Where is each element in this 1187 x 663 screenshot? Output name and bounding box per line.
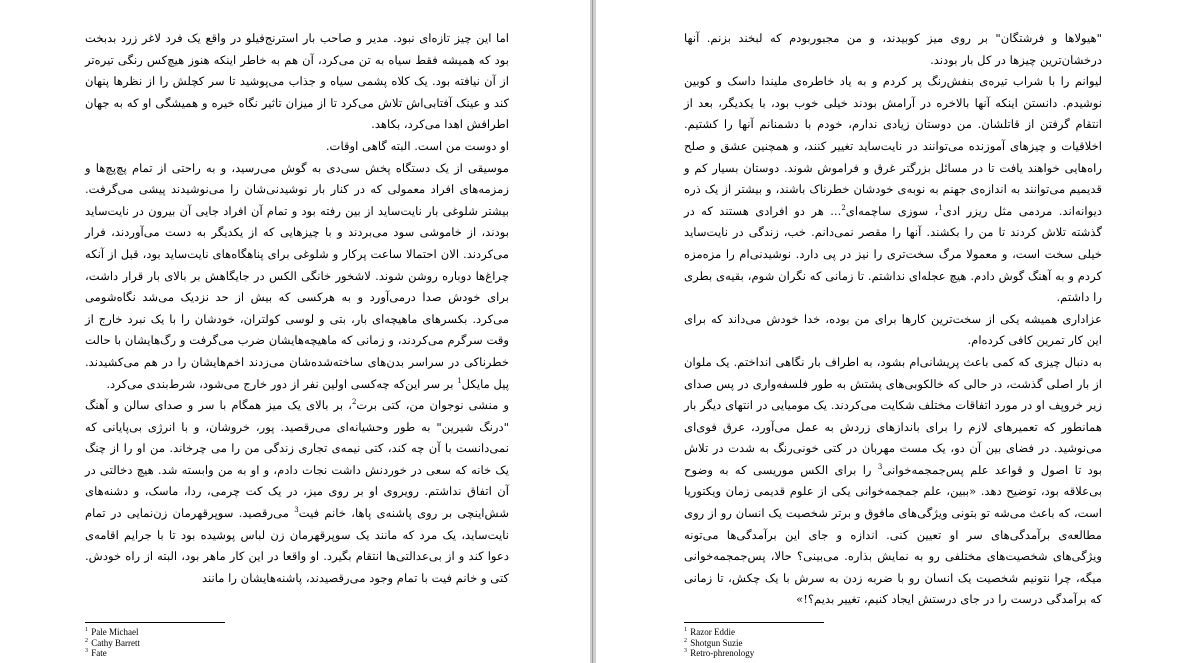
left-page: [0, 0, 590, 663]
footnote-text: Cathy Barrett: [91, 637, 140, 648]
left-footnotes: [85, 627, 140, 659]
right-paragraph-4: [684, 352, 1102, 611]
right-paragraph-2-end: ... هر دو افرادی هستند که در گذشته تلاش کردند تا من را بکشند. آنها را مقصر نمی‌دانم. خب، زندگی در نایت‌ساید خیلی سخت است، و معمولا مرگ سخت‌تری را نیز در پی دارد. نوشیدنی‌ام را مزه‌مزه کردم و به آهنگ گوش دادم. هیچ عجله‌ای نداشتم. تا زمانی که نگران شوم، بقیه‌ی بطری را داشتم.: [684, 203, 1102, 305]
right-paragraph-2: [684, 71, 1102, 309]
footnote-number: 2: [684, 637, 687, 644]
footnote-mark: 3: [294, 506, 299, 515]
footnote-divider: [684, 622, 824, 623]
footnote-text: Fate: [91, 648, 107, 658]
footnote-1: [85, 627, 140, 638]
footnote-text: Retro-phrenology: [690, 648, 755, 658]
footnote-mark: 1: [938, 203, 943, 212]
right-paragraph-2-text: لیوانم را با شراب تیره‌ی بنفش‌رنگ پر کردم و به یاد خاطره‌ی ملیندا داسک و کوبین نوشیدم. دانستن اینکه آنها بالاخره در آرامش بودند خیلی خوب بود، با یکدیگر، بعد از انتقام گرفتن از قاتلشان. من دوستان زیادی ندارم، خودم با دشمنانم آنها را کشتیم. اخلاقیات و چیزهای آموزنده می‌توانند در نایت‌ساید تغییر کنند، و همچنین عشق و صلح راه‌هایی خواهند یافت تا در مسائل بزرگتر غرق و فراموش شوند. دوستان بسیار کم و قدیمیم می‌توانند به اندازه‌ی جهنم به نوبه‌ی خودشان خطرناک باشند، و بیشتر از یک ذره دیوانه‌اند. مردمی مثل ریزر ادی: [684, 74, 1102, 218]
left-paragraph-4: [85, 395, 509, 589]
left-paragraph-4-end: می‌رقصید. سوپرقهرمان زن‌نمایی در تمام نایت‌ساید، یک مرد که مانند یک سوپرقهرمان زن لباس پوشیده بود تا با جرایم اقامه‌ی دعوا کند و از بی‌عدالتی‌ها انتقام بگیرد. او واقعا در این کار ماهر بود، البته از راه خودش. کتی و خانم فیت با تمام وجود می‌رقصیدند، پاشنه‌هایشان را مانند: [85, 506, 509, 585]
right-paragraph-1: "هیولاها و فرشتگان" بر روی میز کوبیدند، و من مجبوربودم که لبخند بزنم. آنها درخشان‌ترین چیزها در کل بار بودند.: [684, 31, 1102, 67]
footnote-mark: 2: [841, 203, 846, 212]
left-paragraph-3-cont: بر سر این‌که چه‌کسی اولین نفر از دور خارج می‌شود، شرط‌بندی می‌کرد.: [106, 376, 458, 391]
footnote-mark: 1: [457, 376, 462, 385]
footnote-3: [85, 648, 140, 659]
right-paragraph-2-cont: ، سوزی ساچمه‌ای: [845, 203, 939, 218]
footnote-text: Pale Michael: [91, 627, 139, 637]
footnote-divider: [85, 622, 225, 623]
footnote-number: 2: [85, 637, 88, 644]
right-page: [596, 0, 1187, 663]
footnote-2: [684, 638, 754, 649]
right-paragraph-4-text: به دنبال چیزی که کمی باعث پریشانی‌ام بشود، به اطراف بار نگاهی انداختم. یک ملوان از بار اصلی گذشت، در حالی که خالکوبی‌های پشتش به طور فلسفه‌واری در پس صدای زیر خروپف او در مورد اتفاقات مختلف شکایت می‌کردند. یک مومیایی در انتهای دیگر بار همانطور که تعمیرهای لازم را برای باندازهای زردش به عمل می‌آورد، عرق فوی‌ای می‌نوشید. در فضای بین آن دو، یک مست مهربان در کتی خونی‌رنگ به شدت در تلاش بود تا اصول و قواعد علم پس‌جمجمه‌خوانی: [684, 354, 1102, 477]
left-page-body: [85, 28, 509, 589]
footnote-number: 1: [684, 627, 687, 633]
footnote-number: 3: [85, 648, 88, 654]
footnote-1: [684, 627, 754, 638]
footnote-number: 3: [684, 648, 687, 654]
footnote-mark: 3: [877, 463, 883, 472]
footnote-text: Razor Eddie: [690, 627, 735, 637]
footnote-3: [684, 648, 754, 659]
right-paragraph-3: عزاداری همیشه یکی از سخت‌ترین کارها برای من بوده، خدا خودش می‌داند که برای این کار تمرین کافی کرده‌ام.: [684, 311, 1102, 348]
left-paragraph-3: [85, 158, 509, 396]
footnote-text: Shotgun Suzie: [690, 637, 743, 648]
right-paragraph-4-cont: را برای الکس موریسی که به وضوح بی‌علاقه بود، توضیح دهد. «ببین، علم جمجمه‌خوانی یکی از علوم قدیمی زمان ویکتوریا است، که باعث می‌شه تو بتونی ویژگی‌های مافوق و برتر شخصیت یک انسان رو از روی مطالعه‌ی برآمدگی‌های سر او تعیین کنی. اندازه و جای این برآمدگی‌ها می‌تونه ویژگی‌های شخصیت‌های مختلفی رو به نمایش بذاره. می‌بینی؟ حالا، پس‌جمجمه‌خوانی میگه، چرا نتونیم شخصیت یک انسان رو با ضربه زدن به سرش با یک چکش، تا زمانی که برآمدگی درست را در جای درستش ایجاد کنیم، تغییر بدیم؟!»: [684, 462, 1102, 607]
footnote-number: 1: [85, 627, 88, 633]
left-paragraph-1: اما این چیز تازه‌ای نبود. مدیر و صاحب بار استرنج‌فیلو در واقع یک فرد لاغر زرد بدبخت بود که همیشه فقط سیاه به تن می‌کرد، آن هم به خاطر اینکه هنوز هیچ‌کس رنگی تیره‌تر از آن نیافته بود. یک کلاه پشمی سیاه و جذاب می‌پوشید تا سر کچلش را از نظرها پنهان کند و عینک آفتابی‌اش تلاش می‌کرد تا از میزان تاثیر نگاه خیره و همیشگی او که به جهان اطرافش اهدا می‌کرد، بکاهد.: [85, 31, 509, 132]
right-page-body: [684, 28, 1102, 611]
left-paragraph-4-cont: ، بر بالای یک میز همگام با سر و صدای سالن و آهنگ "درنگ شیرین" به طور وحشیانه‌ای می‌رقصید. پور، خروشان، و با انرژی بی‌پایانی که نمی‌دانست با آن چه کند، کتی نیمه‌ی تجاری زندگی من را می چرخاند. من او را از چنگ یک خانه که سعی در خوردنش داشت نجات دادم، و او به من وابسته شد. هیچ دخالتی در آن اتفاق نداشتم. رویروی او بر روی میز، در یک کت چرمی، ردا، ماسک، و دشنه‌های شش‌اینچی بر روی پاشنه‌ی پاها، خانم فیت: [85, 398, 510, 521]
right-footnotes: [684, 627, 754, 659]
left-paragraph-3-text: موسیقی از یک دستگاه پخش سی‌دی به گوش می‌رسید، و به راحتی از تمام پچ‌پچ‌ها و زمزمه‌های افراد معمولی که در کنار بار نوشیدنی‌شان را می‌نوشیدند پیشی می‌گرفت. بیشتر شلوغی بار نایت‌ساید از بین رفته بود و تمام آن افراد جایی آن بیرون در نایت‌ساید بودند، از خاموشی سود می‌بردند و با چیزهایی که از یکدیگر به دست می‌آوردند، فرار می‌کردند. الان احتمالا ساعت پرکار و شلوغی برای پناهگاه‌های نایت‌ساید بود، قبل از آنکه چراغ‌ها دوباره روشن شوند. لاشخور خانگی الکس در جایگاهش بر بالای بار قرار داشت، برای خودش صدا درمی‌آورد و به هرکسی که بیش از حد نزدیک می‌شد نگاه‌شومی می‌کرد. بکسرهای ماهیچه‌ای بار، بتی و لوسی کولتران، خودشان را با یک نبرد خارج از وقت سرگرم می‌کردند، و زمانی که ماهیچه‌هایشان ضرب می‌گرفت و رگ‌هایشان با حالت خطرناکی در سراسر بدن‌های ساخته‌شده‌شان می‌زدند اخم‌هایشان را در هم می‌کشیدند. پیل مایکل: [85, 160, 509, 391]
footnote-2: [85, 638, 140, 649]
left-paragraph-4-text: و منشی نوجوان من، کتی برت: [356, 398, 509, 413]
left-paragraph-2: او دوست من است. البته گاهی اوقات.: [325, 138, 509, 153]
footnote-mark: 2: [351, 398, 357, 407]
